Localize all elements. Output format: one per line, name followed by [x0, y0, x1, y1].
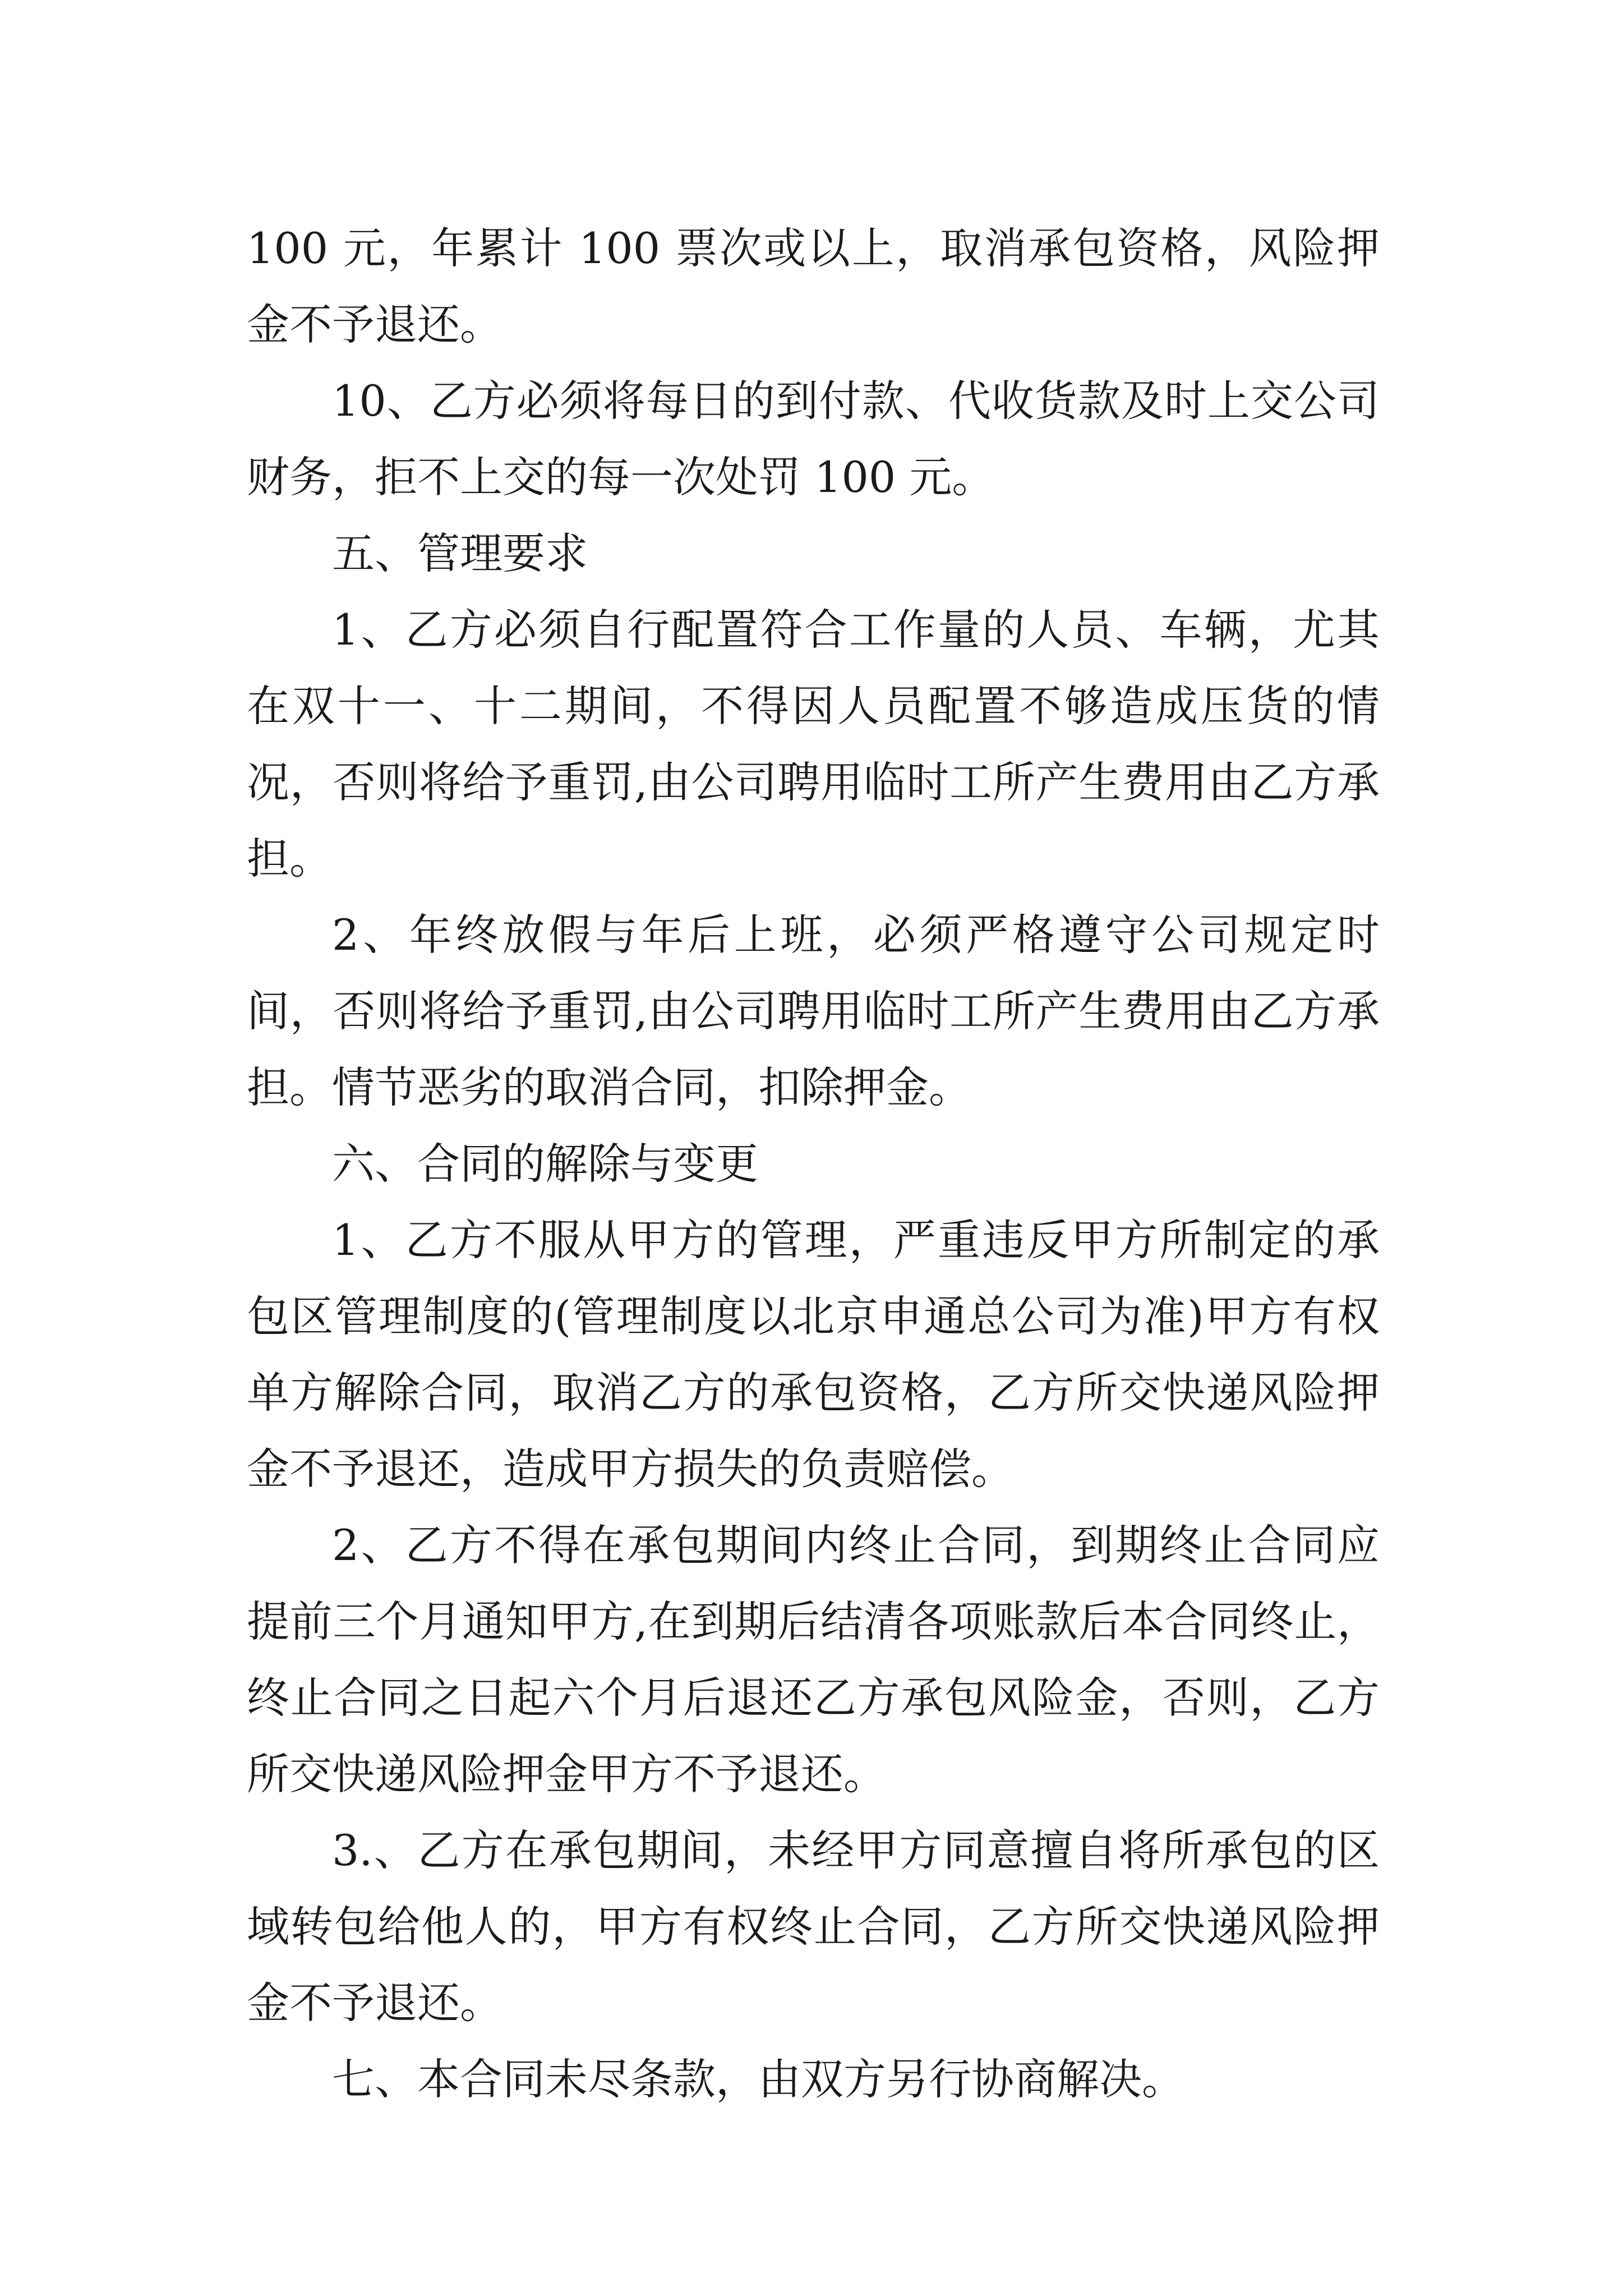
paragraph-termination-item-2: 2、乙方不得在承包期间内终止合同，到期终止合同应提前三个月通知甲方,在到期后结清各项账款后本合同终止，终止合同之日起六个月后退还乙方承包风险金，否则，乙方所交快递风险押金甲方不予退还。 — [247, 1520, 1380, 1799]
paragraph-management-item-2: 2、年终放假与年后上班，必须严格遵守公司规定时间，否则将给予重罚,由公司聘用临时工所产生费用由乙方承担。情节恶劣的取消合同，扣除押金。 — [247, 910, 1380, 1112]
paragraph-management-item-1: 1、乙方必须自行配置符合工作量的人员、车辆，尤其在双十一、十二期间，不得因人员配置不够造成压货的情况，否则将给予重罚,由公司聘用临时工所产生费用由乙方承担。 — [247, 605, 1380, 884]
section-heading-unresolved-terms: 七、本合同未尽条款，由双方另行协商解决。 — [332, 2054, 1184, 2104]
paragraph-penalty-continuation: 100 元，年累计 100 票次或以上，取消承包资格，风险押金不予退还。 — [247, 223, 1380, 349]
paragraph-termination-item-3: 3.、乙方在承包期间，未经甲方同意擅自将所承包的区域转包给他人的，甲方有权终止合同，乙方所交快递风险押金不予退还。 — [247, 1825, 1380, 2028]
section-heading-termination-and-change: 六、合同的解除与变更 — [332, 1139, 758, 1189]
section-heading-management-requirements: 五、管理要求 — [332, 528, 588, 578]
document-body — [247, 210, 1380, 2118]
paragraph-termination-item-1: 1、乙方不服从甲方的管理，严重违反甲方所制定的承包区管理制度的(管理制度以北京申通总公司为准)甲方有权单方解除合同，取消乙方的承包资格，乙方所交快递风险押金不予退还，造成甲方损失的负责赔偿。 — [247, 1215, 1380, 1494]
paragraph-item-10-payments: 10、乙方必须将每日的到付款、代收货款及时上交公司财务，拒不上交的每一次处罚 100 元。 — [247, 376, 1380, 502]
